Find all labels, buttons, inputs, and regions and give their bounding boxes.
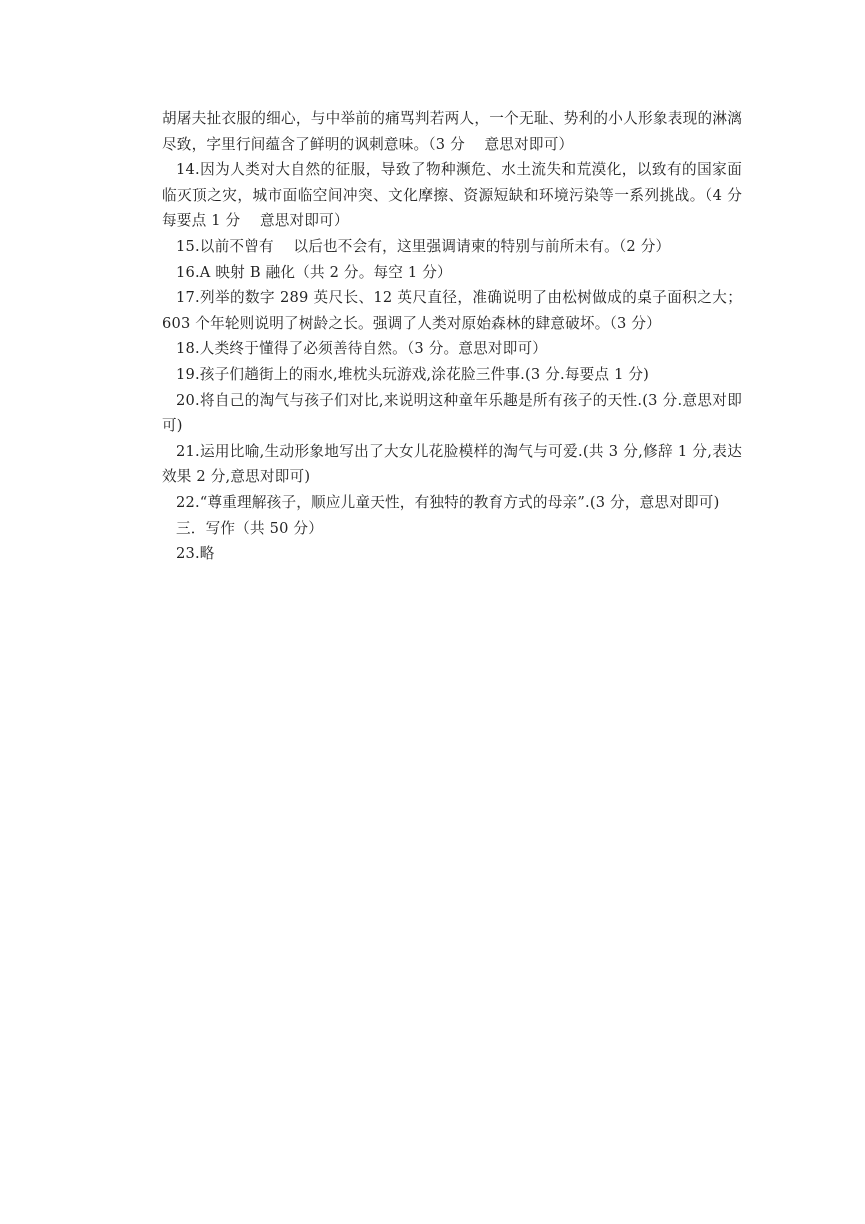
- continued-answer-paragraph: 胡屠夫扯衣服的细心，与中举前的痛骂判若两人，一个无耻、势利的小人形象表现的淋漓尽致，字里行间蕴含了鲜明的讽刺意味。（3 分 意思对即可）: [162, 110, 742, 153]
- answer-16: 16.A 映射 B 融化（共 2 分。每空 1 分）: [176, 263, 452, 281]
- answer-19: 19.孩子们趟街上的雨水,堆枕头玩游戏,涂花脸三件事.(3 分.每要点 1 分): [176, 365, 650, 383]
- answer-14: 14.因为人类对大自然的征服，导致了物种濒危、水土流失和荒漠化，以致有的国家面临灭顶之灾，城市面临空间冲突、文化摩擦、资源短缺和环境污染等一系列挑战。（4 分 每要点 1 分 意思对即可）: [162, 161, 762, 230]
- answer-15: 15.以前不曾有 以后也不会有，这里强调请柬的特别与前所未有。（2 分）: [176, 237, 671, 255]
- answer-21: 21.运用比喻,生动形象地写出了大女儿花脸模样的淘气与可爱.(共 3 分,修辞 1 分,表达效果 2 分,意思对即可): [162, 442, 742, 486]
- answer-20: 20.将自己的淘气与孩子们对比,来说明这种童年乐趣是所有孩子的天性.(3 分.意思对即可): [162, 391, 742, 435]
- answer-22: 22.“尊重理解孩子，顺应儿童天性，有独特的教育方式的母亲”.(3 分，意思对即可): [176, 493, 720, 511]
- answer-23: 23.略: [176, 545, 215, 563]
- answer-17: 17.列举的数字 289 英尺长、12 英尺直径，准确说明了由松树做成的桌子面积之大；603 个年轮则说明了树龄之长。强调了人类对原始森林的肆意破坏。（3 分）: [162, 289, 742, 332]
- answer-18: 18.人类终于懂得了必须善待自然。（3 分。意思对即可）: [176, 340, 548, 358]
- answer-text-block: [162, 106, 762, 567]
- section-heading-writing: 三．写作（共 50 分）: [176, 519, 323, 537]
